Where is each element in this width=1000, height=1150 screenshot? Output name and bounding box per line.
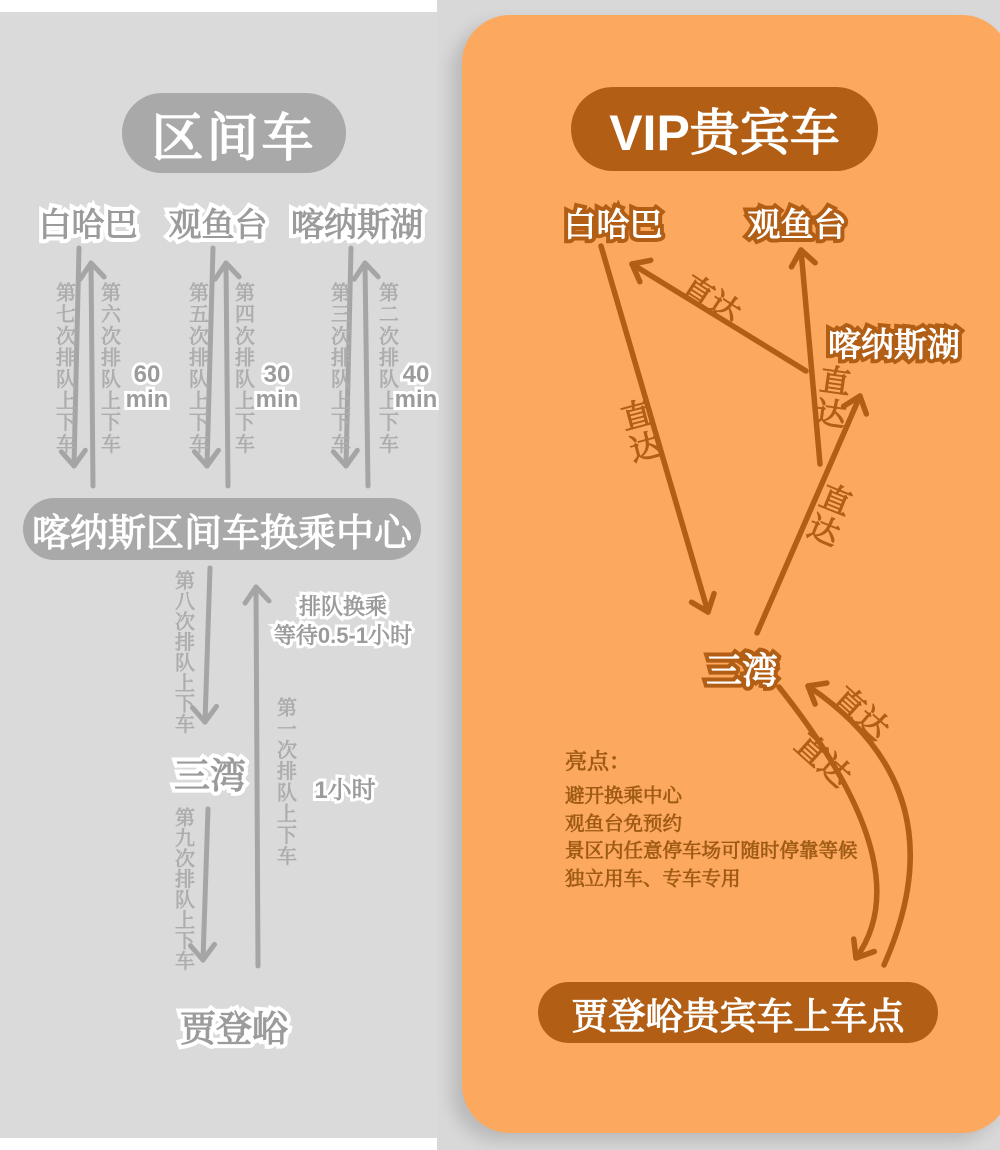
vip-panel-background — [462, 15, 1000, 1133]
duration-unit: min — [255, 386, 299, 413]
station-guanyutai-left: 观鱼台 — [168, 206, 268, 243]
wait-note-line1: 排队换乘 — [298, 594, 387, 619]
direct-label-kanas-baihaba: 直达 — [675, 267, 747, 332]
queue-label-2: 第二次排队上下车 — [375, 282, 398, 455]
vip-boarding-badge: 贾登峪贵宾车上车点 — [538, 982, 938, 1043]
vip-highlights — [565, 745, 858, 893]
shuttle-panel-background — [0, 12, 437, 1138]
queue-label-8: 第八次排队上下车 — [171, 570, 194, 734]
queue-label-3: 第三次排队上下车 — [327, 282, 350, 455]
highlight-item: 景区内任意停车场可随时停靠等候 — [565, 840, 858, 862]
highlight-item: 观鱼台免预约 — [565, 812, 683, 835]
direct-label-baihaba-sanwan: 直达 — [612, 395, 664, 469]
station-sanwan-right: 三湾 — [705, 650, 779, 691]
vip-title-badge: VIP贵宾车 — [571, 87, 878, 171]
queue-label-5: 第五次排队上下车 — [185, 282, 208, 455]
duration-unit: min — [394, 386, 438, 413]
direct-label-sanwan-jiadengyu: 直达 — [788, 726, 858, 794]
queue-label-9: 第九次排队上下车 — [171, 807, 194, 971]
shuttle-title-badge: 区间车 — [122, 93, 346, 173]
direct-label-sanwan-kanas: 直达 — [798, 476, 856, 552]
wait-note — [274, 592, 412, 650]
station-sanwan-left: 三湾 — [173, 755, 247, 796]
station-guanyutai-right: 观鱼台 — [747, 206, 847, 243]
duration-60min — [126, 362, 169, 412]
direct-label-kanas-guanyutai: 直达 — [808, 361, 852, 433]
queue-label-4: 第四次排队上下车 — [231, 282, 254, 455]
highlight-item: 独立用车、专车专用 — [565, 867, 741, 890]
queue-label-1: 第一次排队上下车 — [273, 697, 296, 867]
station-baihaba-left: 白哈巴 — [38, 206, 138, 243]
highlights-heading: 亮点： — [565, 749, 632, 774]
queue-label-7: 第七次排队上下车 — [52, 282, 75, 455]
duration-30min — [256, 362, 299, 412]
duration-value: 60 — [133, 361, 161, 388]
duration-40min — [395, 362, 438, 412]
station-jiadengyu-left: 贾登峪 — [179, 1008, 289, 1049]
duration-value: 30 — [263, 361, 291, 388]
queue-label-6: 第六次排队上下车 — [97, 282, 120, 455]
station-kanas-right: 喀纳斯湖 — [828, 326, 960, 363]
ride-time-1h: 1小时 — [314, 777, 376, 804]
station-kanas-left: 喀纳斯湖 — [291, 206, 423, 243]
duration-unit: min — [125, 386, 169, 413]
transfer-center-badge: 喀纳斯区间车换乘中心 — [23, 498, 421, 560]
duration-value: 40 — [402, 361, 430, 388]
wait-note-line2: 等待0.5-1小时 — [273, 623, 413, 648]
station-baihaba-right: 白哈巴 — [563, 206, 663, 243]
highlight-item: 避开换乘中心 — [565, 785, 683, 807]
direct-label-jiadengyu-sanwan: 直达 — [826, 679, 896, 747]
